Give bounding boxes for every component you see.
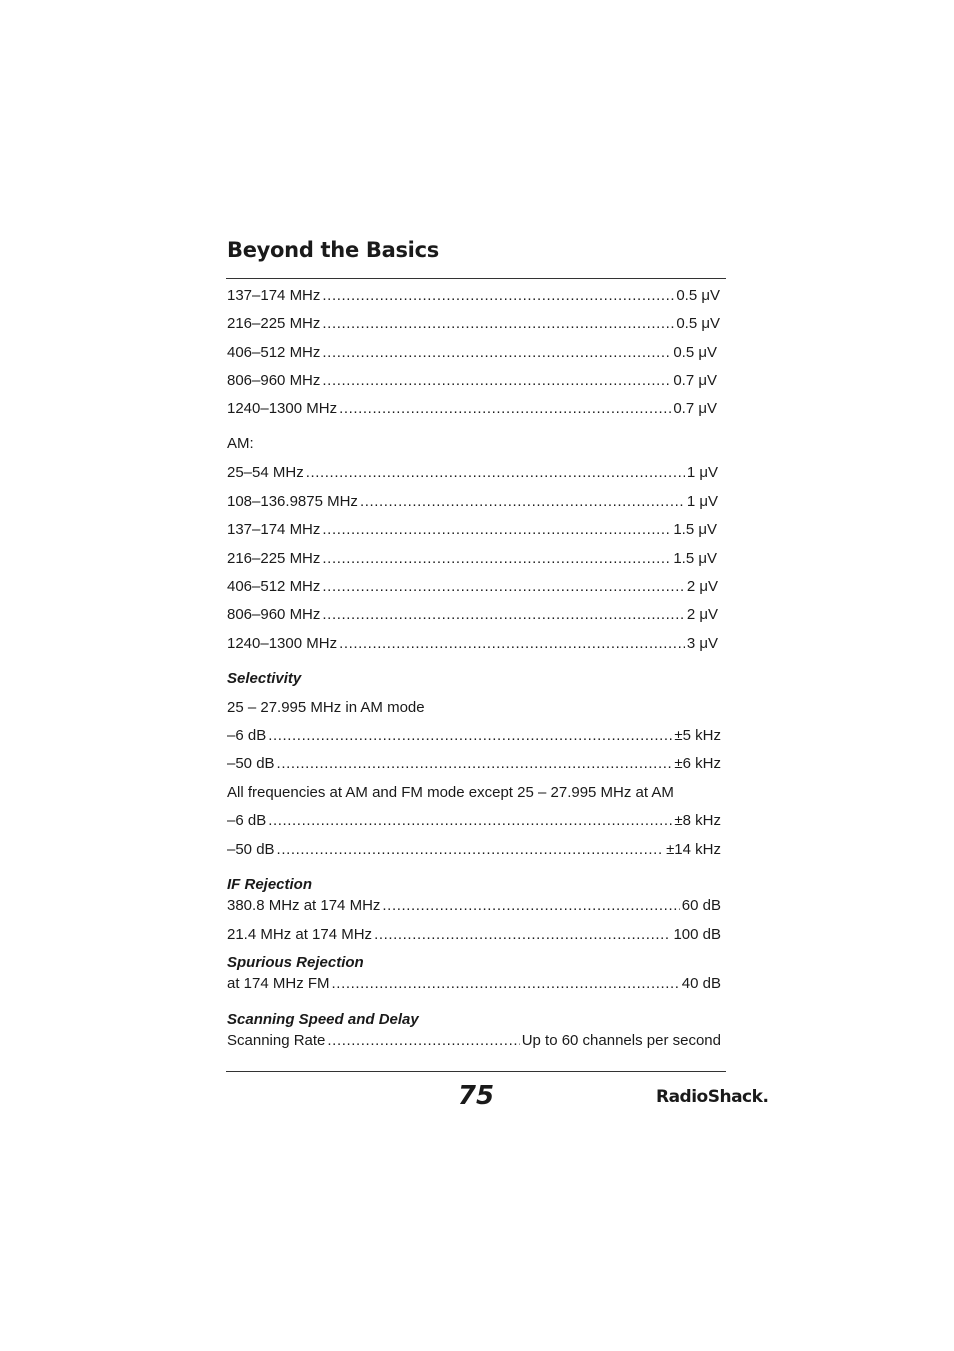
spec-row: [227, 343, 717, 363]
dot-leader: [322, 605, 684, 625]
spec-value: 1 μV: [686, 464, 718, 481]
dot-leader: [339, 399, 671, 419]
spec-value: 60 dB: [681, 897, 721, 914]
spec-row: [227, 925, 721, 945]
spec-row: [227, 811, 721, 831]
am-heading: AM:: [227, 435, 254, 452]
spec-row: [227, 371, 717, 391]
selectivity-intro: All frequencies at AM and FM mode except 25 – 27.995 MHz at AM: [227, 784, 674, 801]
spec-row: [227, 896, 721, 916]
spec-value: 1 μV: [686, 493, 718, 510]
dot-leader: [360, 492, 685, 512]
spec-label: 806–960 MHz: [227, 372, 321, 389]
spec-value: 0.7 μV: [673, 400, 717, 417]
dot-leader: [339, 634, 685, 654]
spec-label: 1240–1300 MHz: [227, 400, 338, 417]
spec-label: 406–512 MHz: [227, 344, 321, 361]
spec-row: [227, 492, 718, 512]
spec-value: 0.5 μV: [673, 344, 717, 361]
spec-value: 1.5 μV: [673, 521, 717, 538]
spec-label: –50 dB: [227, 841, 275, 858]
dot-leader: [322, 520, 671, 540]
spec-row: [227, 577, 718, 597]
page-number: 75: [457, 1081, 495, 1111]
spec-row: [227, 754, 721, 774]
spec-value: 1.5 μV: [673, 550, 717, 567]
spec-value: 2 μV: [686, 606, 718, 623]
spec-value: 100 dB: [673, 926, 721, 943]
dot-leader: [306, 463, 685, 483]
spec-label: 216–225 MHz: [227, 550, 321, 567]
spec-row: [227, 463, 718, 483]
spec-label: at 174 MHz FM: [227, 975, 330, 992]
spec-row: [227, 605, 718, 625]
scanning-heading: Scanning Speed and Delay: [227, 1011, 419, 1028]
spec-value: 0.5 μV: [676, 287, 720, 304]
dot-leader: [268, 726, 672, 746]
dot-leader: [277, 840, 665, 860]
spec-value: Up to 60 channels per second: [521, 1032, 721, 1049]
spec-row: [227, 399, 717, 419]
spec-value: ±5 kHz: [674, 727, 721, 744]
dot-leader: [382, 896, 679, 916]
spec-label: 137–174 MHz: [227, 521, 321, 538]
dot-leader: [332, 974, 680, 994]
spec-label: –6 dB: [227, 812, 267, 829]
spec-row: [227, 840, 721, 860]
spec-row: [227, 549, 717, 569]
spec-value: 3 μV: [686, 635, 718, 652]
spec-label: 21.4 MHz at 174 MHz: [227, 926, 373, 943]
spec-label: 25–54 MHz: [227, 464, 304, 481]
spec-row: [227, 726, 721, 746]
spec-label: –6 dB: [227, 727, 267, 744]
dot-leader: [322, 577, 684, 597]
dot-leader: [322, 286, 674, 306]
section-title: Beyond the Basics: [227, 238, 439, 262]
dot-leader: [374, 925, 671, 945]
spec-row: [227, 634, 718, 654]
spec-value: 2 μV: [686, 578, 718, 595]
spurious-rejection-heading: Spurious Rejection: [227, 954, 364, 971]
dot-leader: [322, 343, 671, 363]
dot-leader: [277, 754, 673, 774]
spec-label: 406–512 MHz: [227, 578, 321, 595]
spec-label: 216–225 MHz: [227, 315, 321, 332]
dot-leader: [322, 314, 674, 334]
dot-leader: [322, 549, 671, 569]
spec-value: ±14 kHz: [666, 841, 721, 858]
spec-row: [227, 520, 717, 540]
spec-value: ±8 kHz: [674, 812, 721, 829]
brand-logo: RadioShack.: [656, 1087, 769, 1107]
spec-label: –50 dB: [227, 755, 275, 772]
selectivity-heading: Selectivity: [227, 670, 302, 687]
dot-leader: [268, 811, 672, 831]
selectivity-intro: 25 – 27.995 MHz in AM mode: [227, 699, 425, 716]
spec-row: [227, 314, 720, 334]
spec-row: [227, 1031, 721, 1051]
footer-rule: [226, 1071, 726, 1072]
spec-row: [227, 286, 720, 306]
spec-label: Scanning Rate: [227, 1032, 326, 1049]
spec-row: [227, 974, 721, 994]
dot-leader: [327, 1031, 519, 1051]
spec-value: 0.7 μV: [673, 372, 717, 389]
spec-value: ±6 kHz: [674, 755, 721, 772]
spec-label: 137–174 MHz: [227, 287, 321, 304]
spec-label: 806–960 MHz: [227, 606, 321, 623]
spec-label: 380.8 MHz at 174 MHz: [227, 897, 381, 914]
header-rule: [226, 278, 726, 279]
spec-value: 0.5 μV: [676, 315, 720, 332]
if-rejection-heading: IF Rejection: [227, 876, 313, 893]
spec-value: 40 dB: [681, 975, 721, 992]
spec-label: 1240–1300 MHz: [227, 635, 338, 652]
spec-label: 108–136.9875 MHz: [227, 493, 358, 510]
dot-leader: [322, 371, 671, 391]
